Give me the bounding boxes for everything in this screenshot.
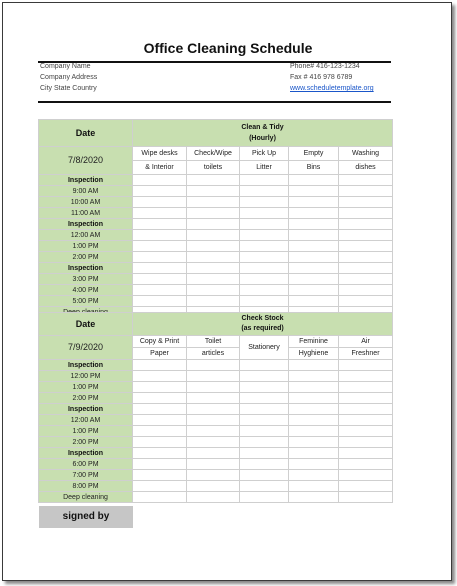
date-header-cell: Date — [39, 120, 133, 147]
schedule-cell[interactable] — [133, 285, 187, 296]
time-slot-label: Inspection — [39, 175, 133, 186]
schedule-cell[interactable] — [289, 459, 339, 470]
table-row — [39, 404, 393, 415]
schedule-cell[interactable] — [240, 382, 289, 393]
table-row — [39, 393, 393, 404]
schedule-cell[interactable] — [187, 426, 240, 437]
schedule-cell[interactable] — [187, 241, 240, 252]
schedule-cell[interactable] — [289, 448, 339, 459]
table-row — [39, 208, 393, 219]
schedule-cell[interactable] — [339, 470, 393, 481]
schedule-cell[interactable] — [289, 186, 339, 197]
schedule-cell[interactable] — [240, 252, 289, 263]
schedule-cell[interactable] — [339, 360, 393, 371]
schedule-cell[interactable] — [240, 481, 289, 492]
schedule-cell[interactable] — [289, 481, 339, 492]
schedule-cell[interactable] — [133, 481, 187, 492]
table-row — [39, 437, 393, 448]
col-header-line2: toilets — [187, 161, 240, 175]
schedule-cell[interactable] — [240, 263, 289, 274]
table-row — [39, 448, 393, 459]
schedule-cell[interactable] — [339, 492, 393, 503]
schedule-cell[interactable] — [240, 448, 289, 459]
schedule-cell[interactable] — [339, 459, 393, 470]
col-header-line2: dishes — [339, 161, 393, 175]
schedule-cell[interactable] — [289, 208, 339, 219]
schedule-cell[interactable] — [133, 263, 187, 274]
schedule-cell[interactable] — [133, 241, 187, 252]
schedule-table-1 — [38, 119, 393, 318]
group-header-cell — [133, 120, 393, 147]
schedule-cell[interactable] — [240, 197, 289, 208]
col-header-line1: Check/Wipe — [187, 147, 240, 161]
schedule-cell[interactable] — [187, 415, 240, 426]
schedule-cell[interactable] — [240, 274, 289, 285]
schedule-cell[interactable] — [240, 426, 289, 437]
schedule-cell[interactable] — [289, 219, 339, 230]
schedule-cell[interactable] — [187, 296, 240, 307]
time-slot-label: Inspection — [39, 360, 133, 371]
schedule-cell[interactable] — [187, 230, 240, 241]
table-row — [39, 197, 393, 208]
schedule-cell[interactable] — [289, 382, 339, 393]
table-row — [39, 426, 393, 437]
schedule-cell[interactable] — [240, 208, 289, 219]
schedule-cell[interactable] — [133, 448, 187, 459]
schedule-cell[interactable] — [339, 415, 393, 426]
col-header-line1: Air — [339, 336, 393, 348]
schedule-cell[interactable] — [187, 197, 240, 208]
schedule-cell[interactable] — [133, 208, 187, 219]
col-header-line2: Bins — [289, 161, 339, 175]
schedule-cell[interactable] — [187, 263, 240, 274]
schedule-cell[interactable] — [187, 470, 240, 481]
table-row — [39, 186, 393, 197]
schedule-cell[interactable] — [133, 252, 187, 263]
col-header-line2: Hyghiene — [289, 348, 339, 360]
schedule-cell[interactable] — [339, 230, 393, 241]
schedule-cell[interactable] — [289, 252, 339, 263]
schedule-cell[interactable] — [133, 459, 187, 470]
schedule-cell[interactable] — [289, 175, 339, 186]
time-slot-label: 9:00 AM — [39, 186, 133, 197]
schedule-cell[interactable] — [240, 296, 289, 307]
time-slot-label: 1:00 PM — [39, 426, 133, 437]
table-row — [39, 481, 393, 492]
table-row — [39, 371, 393, 382]
schedule-cell[interactable] — [339, 371, 393, 382]
table-row — [39, 219, 393, 230]
col-header-line2: & Interior — [133, 161, 187, 175]
schedule-cell[interactable] — [339, 382, 393, 393]
table-row — [39, 274, 393, 285]
schedule-cell[interactable] — [240, 285, 289, 296]
schedule-cell[interactable] — [187, 252, 240, 263]
time-slot-label: 1:00 PM — [39, 382, 133, 393]
schedule-cell[interactable] — [339, 208, 393, 219]
table-row — [39, 415, 393, 426]
table-row — [39, 175, 393, 186]
schedule-cell[interactable] — [339, 285, 393, 296]
schedule-cell[interactable] — [339, 274, 393, 285]
col-header-line1: Wipe desks — [133, 147, 187, 161]
schedule-cell[interactable] — [187, 492, 240, 503]
schedule-cell[interactable] — [133, 371, 187, 382]
schedule-cell[interactable] — [240, 404, 289, 415]
col-header-line1: Toilet — [187, 336, 240, 348]
schedule-cell[interactable] — [289, 426, 339, 437]
schedule-cell[interactable] — [339, 481, 393, 492]
schedule-cell[interactable] — [339, 404, 393, 415]
table-row — [39, 470, 393, 481]
schedule-cell[interactable] — [339, 263, 393, 274]
col-header-line1: Feminine — [289, 336, 339, 348]
schedule-cell[interactable] — [187, 393, 240, 404]
schedule-cell[interactable] — [289, 371, 339, 382]
schedule-cell[interactable] — [187, 186, 240, 197]
schedule-cell[interactable] — [339, 175, 393, 186]
schedule-cell[interactable] — [240, 241, 289, 252]
contact-info — [290, 61, 374, 94]
time-slot-label: 3:00 PM — [39, 274, 133, 285]
schedule-cell[interactable] — [289, 415, 339, 426]
col-header-line2: articles — [187, 348, 240, 360]
col-header-line1: Empty — [289, 147, 339, 161]
schedule-cell[interactable] — [289, 230, 339, 241]
time-slot-label: 12:00 PM — [39, 371, 133, 382]
schedule-cell[interactable] — [187, 274, 240, 285]
schedule-cell[interactable] — [240, 175, 289, 186]
time-slot-label: 4:00 PM — [39, 285, 133, 296]
schedule-cell[interactable] — [187, 404, 240, 415]
schedule-cell[interactable] — [339, 197, 393, 208]
schedule-cell[interactable] — [289, 360, 339, 371]
schedule-cell[interactable] — [339, 219, 393, 230]
schedule-cell[interactable] — [240, 492, 289, 503]
schedule-cell[interactable] — [339, 186, 393, 197]
schedule-cell[interactable] — [289, 263, 339, 274]
time-slot-label: 8:00 PM — [39, 481, 133, 492]
schedule-cell[interactable] — [240, 415, 289, 426]
schedule-cell[interactable] — [187, 459, 240, 470]
schedule-cell[interactable] — [240, 437, 289, 448]
schedule-cell[interactable] — [339, 393, 393, 404]
time-slot-label: 5:00 PM — [39, 296, 133, 307]
table-row — [39, 241, 393, 252]
schedule-cell[interactable] — [133, 393, 187, 404]
time-slot-label: Inspection — [39, 263, 133, 274]
col-header-line2: Paper — [133, 348, 187, 360]
group-title: Check Stock — [241, 315, 284, 322]
schedule-table-2 — [38, 312, 393, 503]
schedule-cell[interactable] — [339, 241, 393, 252]
schedule-cell[interactable] — [289, 437, 339, 448]
table-row — [39, 285, 393, 296]
schedule-cell[interactable] — [339, 296, 393, 307]
time-slot-label: 2:00 PM — [39, 437, 133, 448]
schedule-cell[interactable] — [133, 437, 187, 448]
schedule-cell[interactable] — [133, 415, 187, 426]
time-slot-label: 12:00 AM — [39, 415, 133, 426]
company-name: Company Name — [40, 63, 91, 70]
header-rule — [38, 101, 391, 103]
schedule-cell[interactable] — [339, 426, 393, 437]
schedule-cell[interactable] — [289, 404, 339, 415]
schedule-cell[interactable] — [289, 274, 339, 285]
schedule-cell[interactable] — [133, 470, 187, 481]
schedule-cell[interactable] — [289, 492, 339, 503]
schedule-cell[interactable] — [240, 186, 289, 197]
table-row — [39, 360, 393, 371]
schedule-cell[interactable] — [289, 241, 339, 252]
schedule-cell[interactable] — [133, 186, 187, 197]
time-slot-label: 11:00 AM — [39, 208, 133, 219]
date-header-cell: Date — [39, 313, 133, 336]
phone-text: Phone# 416-123-1234 — [290, 63, 360, 70]
website-link[interactable]: www.scheduletemplate.org — [290, 85, 374, 92]
schedule-cell[interactable] — [289, 470, 339, 481]
table-row — [39, 230, 393, 241]
group-subtitle: (as required) — [241, 325, 284, 332]
fax-text: Fax # 416 978 6789 — [290, 74, 353, 81]
schedule-cell[interactable] — [187, 382, 240, 393]
table-row — [39, 492, 393, 503]
col-header-line2: Freshner — [339, 348, 393, 360]
time-slot-label: Inspection — [39, 448, 133, 459]
schedule-cell[interactable] — [289, 296, 339, 307]
schedule-cell[interactable] — [240, 219, 289, 230]
col-header-line1: Copy & Print — [133, 336, 187, 348]
time-slot-label: Inspection — [39, 219, 133, 230]
schedule-cell[interactable] — [187, 448, 240, 459]
time-slot-label: 6:00 PM — [39, 459, 133, 470]
time-slot-label: 2:00 PM — [39, 393, 133, 404]
schedule-cell[interactable] — [187, 219, 240, 230]
schedule-cell[interactable] — [133, 492, 187, 503]
schedule-cell[interactable] — [133, 296, 187, 307]
schedule-cell[interactable] — [133, 404, 187, 415]
schedule-cell[interactable] — [289, 285, 339, 296]
schedule-cell[interactable] — [339, 252, 393, 263]
schedule-cell[interactable] — [133, 382, 187, 393]
schedule-cell[interactable] — [187, 285, 240, 296]
schedule-cell[interactable] — [240, 470, 289, 481]
schedule-cell[interactable] — [133, 230, 187, 241]
table-row — [39, 459, 393, 470]
schedule-cell[interactable] — [289, 393, 339, 404]
schedule-cell[interactable] — [240, 459, 289, 470]
time-slot-label: 2:00 PM — [39, 252, 133, 263]
time-slot-label: Deep cleaning — [39, 492, 133, 503]
schedule-cell[interactable] — [240, 393, 289, 404]
company-city: City State Country — [40, 85, 97, 92]
time-slot-label: 7:00 PM — [39, 470, 133, 481]
page-title: Office Cleaning Schedule — [143, 40, 313, 56]
time-slot-label: Inspection — [39, 404, 133, 415]
col-header-line1: Stationery — [240, 336, 289, 360]
col-header-line1: Pick Up — [240, 147, 289, 161]
schedule-cell[interactable] — [187, 437, 240, 448]
schedule-cell[interactable] — [240, 371, 289, 382]
col-header-line1: Washing — [339, 147, 393, 161]
schedule-cell[interactable] — [133, 360, 187, 371]
table-row — [39, 382, 393, 393]
schedule-cell[interactable] — [339, 437, 393, 448]
schedule-cell[interactable] — [133, 426, 187, 437]
schedule-cell[interactable] — [133, 219, 187, 230]
group-header-cell — [133, 313, 393, 336]
group-title: Clean & Tidy — [241, 124, 284, 131]
time-slot-label: 10:00 AM — [39, 197, 133, 208]
schedule-cell[interactable] — [240, 360, 289, 371]
table-row — [39, 263, 393, 274]
company-info — [40, 61, 97, 94]
schedule-cell[interactable] — [187, 481, 240, 492]
date-value-cell: 7/9/2020 — [39, 336, 133, 360]
schedule-cell[interactable] — [187, 371, 240, 382]
table-row — [39, 296, 393, 307]
company-address: Company Address — [40, 74, 98, 81]
schedule-cell[interactable] — [133, 175, 187, 186]
schedule-cell[interactable] — [133, 197, 187, 208]
schedule-cell[interactable] — [187, 360, 240, 371]
col-header-line2: Litter — [240, 161, 289, 175]
table-row — [39, 252, 393, 263]
schedule-cell[interactable] — [187, 175, 240, 186]
schedule-cell[interactable] — [289, 197, 339, 208]
schedule-cell[interactable] — [339, 448, 393, 459]
schedule-cell[interactable] — [187, 208, 240, 219]
date-value-cell: 7/8/2020 — [39, 147, 133, 175]
signed-by-label: signed by — [39, 506, 133, 528]
schedule-cell[interactable] — [133, 274, 187, 285]
group-subtitle: (Hourly) — [249, 135, 276, 142]
schedule-cell[interactable] — [240, 230, 289, 241]
time-slot-label: 12:00 AM — [39, 230, 133, 241]
time-slot-label: 1:00 PM — [39, 241, 133, 252]
